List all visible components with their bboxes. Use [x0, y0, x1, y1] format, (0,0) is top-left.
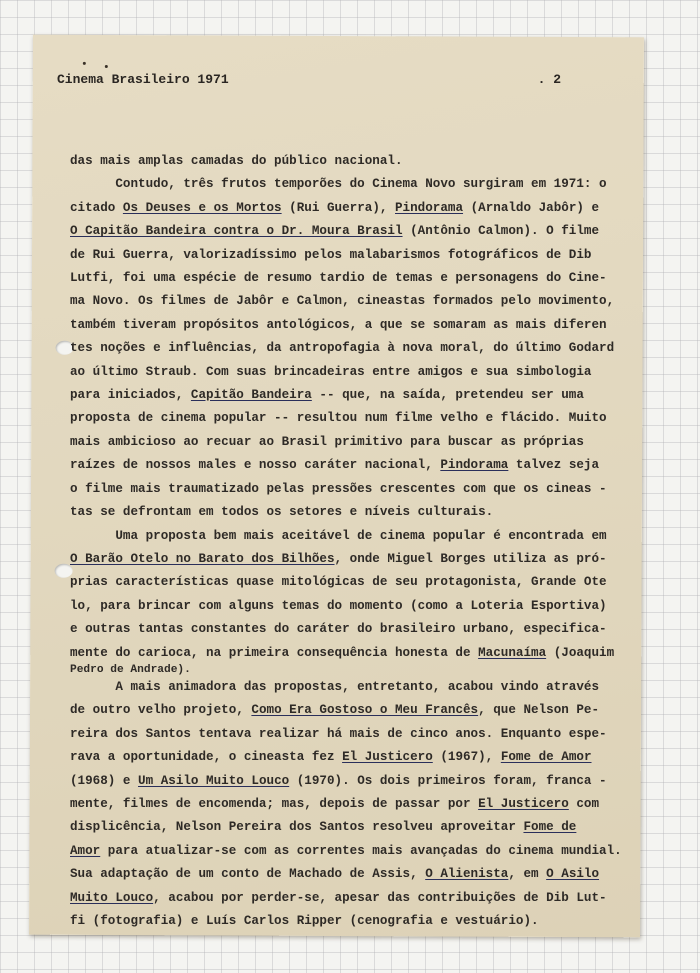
text-segment: proposta de cinema popular -- resultou num filme velho e flácido. Muito — [70, 411, 607, 426]
underlined-title: Um Asilo Muito Louco — [138, 773, 290, 788]
text-line — [70, 501, 622, 524]
text-line — [70, 571, 622, 594]
text-segment: mente do carioca, na primeira consequência honesta de — [70, 645, 479, 660]
text-line — [70, 384, 622, 407]
underlined-title: Pindorama — [440, 458, 509, 473]
text-segment: tas se defrontam em todos os setores e níveis culturais. — [70, 505, 494, 520]
ink-speck — [105, 65, 108, 68]
text-line — [70, 478, 622, 501]
text-line — [70, 676, 622, 699]
text-line — [70, 723, 622, 746]
page-number: . 2 — [537, 72, 561, 87]
text-segment: o filme mais traumatizado pelas pressões crescentes com que os cineas - — [70, 481, 607, 496]
text-segment: , acabou por perder-se, apesar das contribuições de Dib Lut- — [153, 890, 607, 905]
text-segment: (1970). Os dois primeiros foram, franca - — [289, 773, 607, 788]
text-segment: ao último Straub. Com suas brincadeiras entre amigos e sua simbologia — [70, 364, 592, 379]
text-segment: para iniciados, — [70, 388, 191, 403]
text-segment: , onde Miguel Borges utiliza as pró- — [334, 551, 607, 566]
underlined-title: O Capitão Bandeira contra o Dr. Moura Brasil — [70, 224, 403, 239]
text-segment: também tiveram propósitos antológicos, a que se somaram as mais diferen — [70, 317, 607, 332]
underlined-title: Fome de — [523, 820, 577, 835]
text-segment: de outro velho projeto, — [70, 703, 252, 718]
text-segment: lo, para brincar com alguns temas do momento (como a Loteria Esportiva) — [70, 598, 607, 613]
text-line — [70, 548, 622, 571]
text-line — [70, 454, 622, 477]
text-line — [70, 699, 622, 722]
text-segment: (Joaquim — [546, 645, 615, 660]
underlined-title: Pindorama — [395, 200, 464, 215]
text-line — [70, 244, 622, 267]
text-line — [70, 314, 622, 337]
text-segment: fi (fotografia) e Luís Carlos Ripper (cenografia e vestuário). — [70, 914, 539, 928]
text-line — [70, 431, 622, 454]
text-line — [70, 746, 622, 769]
text-line — [70, 197, 622, 220]
text-line — [70, 770, 622, 793]
text-segment: citado — [70, 200, 123, 215]
text-segment: (Rui Guerra), — [281, 200, 395, 215]
underlined-title: O Barão Otelo no Barato dos Bilhões — [70, 551, 335, 566]
text-segment: displicência, Nelson Pereira dos Santos resolveu aproveitar — [70, 820, 524, 835]
underlined-title: Os Deuses e os Mortos — [122, 200, 282, 215]
text-line — [70, 642, 622, 665]
text-segment: , em — [508, 867, 547, 882]
text-line — [70, 150, 622, 173]
text-line — [70, 595, 622, 618]
underlined-title: O Alienista — [425, 867, 509, 882]
underlined-title: El Justicero — [478, 796, 569, 811]
text-segment: (1968) e — [70, 773, 139, 788]
underlined-title: Fome de Amor — [500, 750, 592, 765]
text-line — [70, 361, 622, 384]
text-segment: prias características quase mitológicas de seu protagonista, Grande Ote — [70, 575, 607, 590]
interlinear-note: Pedro de Andrade). — [70, 663, 191, 676]
text-line — [70, 173, 622, 196]
text-line — [70, 793, 622, 816]
text-line — [70, 910, 622, 933]
underlined-title: Macunaíma — [478, 645, 547, 660]
text-line — [70, 267, 622, 290]
ink-speck — [83, 62, 86, 65]
text-line — [70, 525, 622, 548]
underlined-title: El Justicero — [342, 750, 433, 765]
text-line — [70, 887, 622, 910]
text-segment: talvez seja — [508, 458, 600, 473]
text-segment: das mais amplas camadas do público nacional. — [70, 154, 403, 168]
text-segment: A mais animadora das propostas, entretanto, acabou vindo através — [70, 679, 600, 694]
text-segment: de Rui Guerra, valorizadíssimo pelos malabarismos fotográficos de Dib — [70, 247, 592, 262]
text-segment: (Antônio Calmon). O filme — [402, 224, 600, 239]
text-segment: , que Nelson Pe- — [478, 703, 600, 718]
text-segment: Sua adaptação de um conto de Machado de Assis, — [70, 867, 426, 882]
body-text — [70, 150, 622, 933]
text-segment: para atualizar-se com as correntes mais avançadas do cinema mundial. — [100, 843, 622, 858]
text-segment: rava a oportunidade, o cineasta fez — [70, 750, 343, 765]
text-segment: mente, filmes de encomenda; mas, depois de passar por — [70, 796, 479, 811]
text-line — [70, 840, 622, 863]
text-segment: (1967), — [432, 750, 501, 765]
text-segment: com — [568, 796, 600, 811]
text-segment: raízes de nossos males e nosso caráter nacional, — [70, 458, 441, 473]
underlined-title: O Asilo — [546, 867, 600, 882]
text-segment: Contudo, três frutos temporões do Cinema Novo surgiram em 1971: o — [70, 177, 607, 192]
underlined-title: Como Era Gostoso o Meu Francês — [251, 703, 479, 718]
text-line — [70, 816, 622, 839]
text-segment: Lutfi, foi uma espécie de resumo tardio de temas e personagens do Cine- — [70, 271, 607, 286]
underlined-title: Muito Louco — [70, 890, 154, 905]
text-line — [70, 290, 622, 313]
underlined-title: Amor — [70, 843, 101, 858]
text-segment: ma Novo. Os filmes de Jabôr e Calmon, cineastas formados pelo movimento, — [70, 294, 615, 309]
text-segment: tes noções e influências, da antropofagia à nova moral, do último Godard — [70, 341, 615, 356]
text-segment: -- que, na saída, pretendeu ser uma — [311, 388, 584, 403]
underlined-title: Capitão Bandeira — [190, 388, 312, 403]
text-line — [70, 618, 622, 641]
text-line — [70, 863, 622, 886]
page-header — [57, 72, 561, 87]
text-segment: reira dos Santos tentava realizar há mais de cinco anos. Enquanto espe- — [70, 726, 607, 741]
text-segment: Uma proposta bem mais aceitável de cinema popular é encontrada em — [70, 528, 607, 543]
text-line — [70, 407, 622, 430]
text-segment: mais ambicioso ao recuar ao Brasil primitivo para buscar as próprias — [70, 434, 584, 449]
header-title: Cinema Brasileiro 1971 — [57, 72, 229, 87]
text-line — [70, 220, 622, 243]
text-segment: (Arnaldo Jabôr) e — [463, 200, 600, 215]
text-segment: e outras tantas constantes do caráter do brasileiro urbano, especifica- — [70, 622, 607, 637]
text-line — [70, 337, 622, 360]
